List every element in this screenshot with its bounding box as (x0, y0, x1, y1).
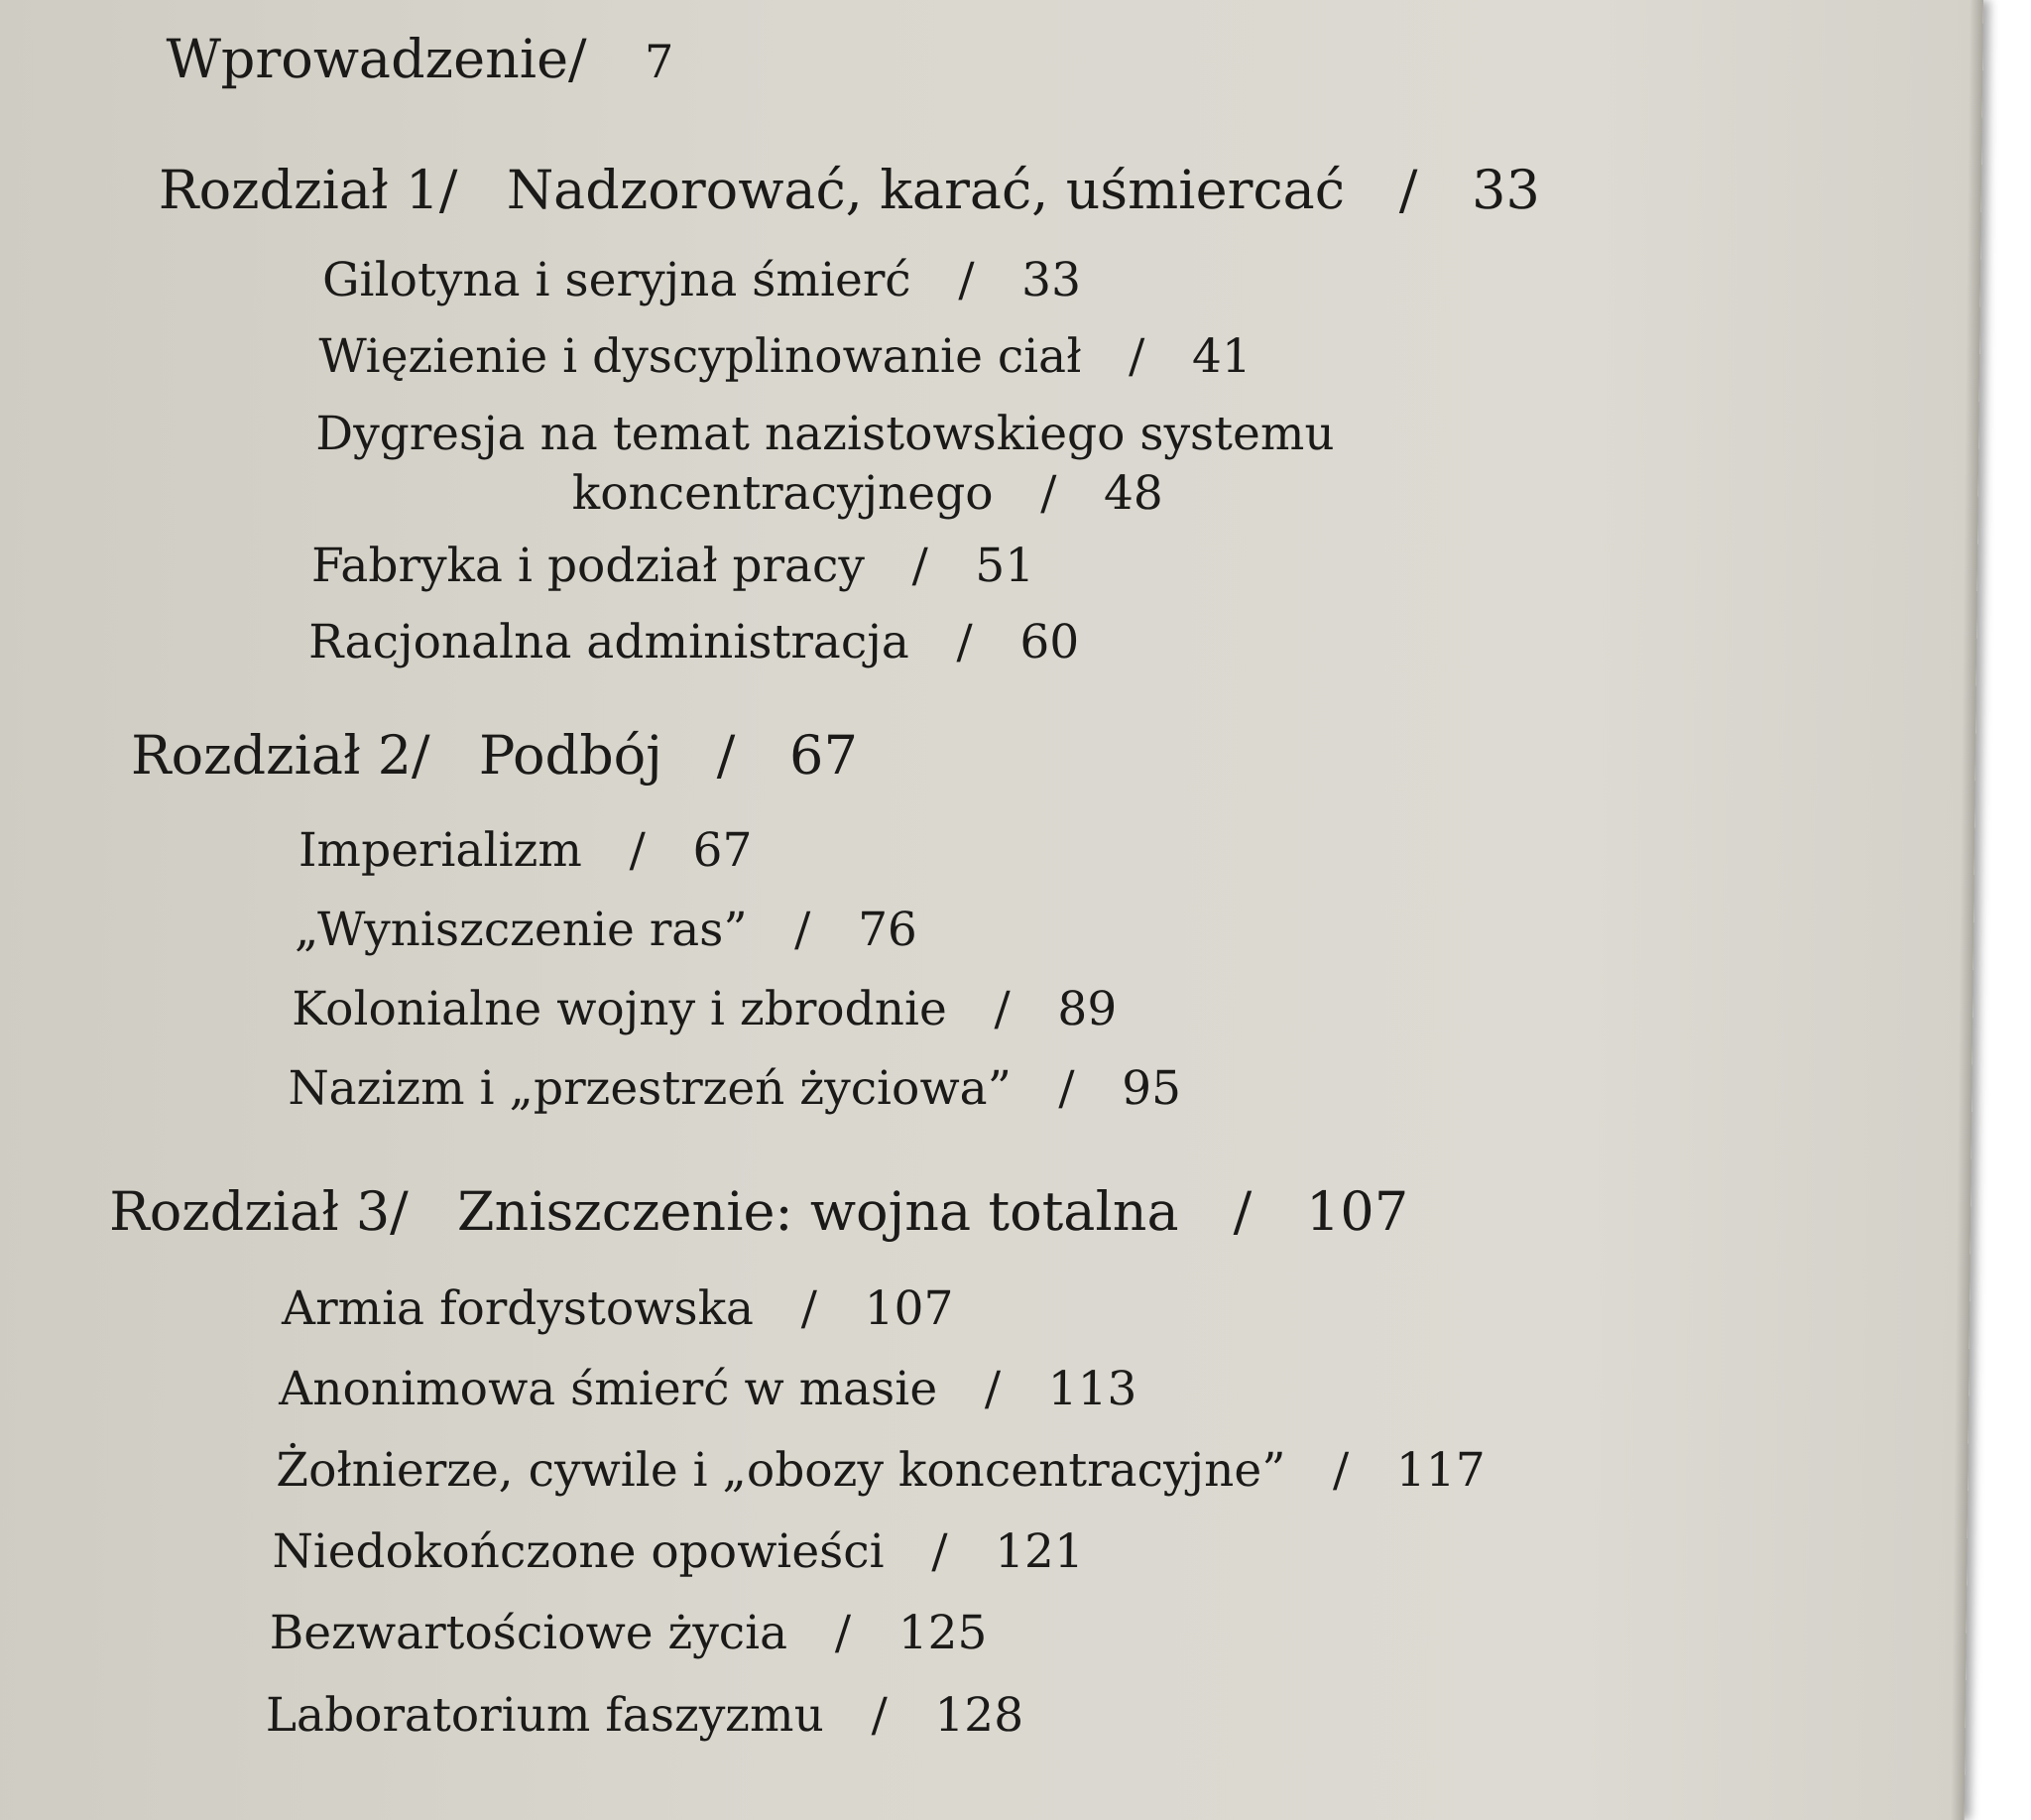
toc-section[interactable] (292, 982, 1117, 1036)
toc-section-continuation[interactable] (572, 466, 1164, 521)
section-page-number: 113 (1047, 1362, 1137, 1416)
section-page-number: 33 (1020, 253, 1082, 307)
chapter-3-title: Zniszczenie: wojna totalna (456, 1180, 1180, 1243)
separator: / (984, 1362, 1002, 1416)
section-page-number: 95 (1121, 1061, 1182, 1116)
toc-section[interactable] (266, 1688, 1024, 1743)
separator: / (629, 823, 646, 878)
toc-section[interactable] (279, 1362, 1137, 1416)
chapter-2-label: Rozdział 2/ (130, 724, 430, 787)
chapter-1-label: Rozdział 1/ (158, 159, 458, 221)
toc-chapter-3[interactable] (109, 1180, 1408, 1243)
chapter-2-page-number: 67 (788, 724, 859, 787)
section-page-number: 41 (1191, 329, 1253, 384)
section-title: Gilotyna i seryjna śmierć (321, 253, 911, 307)
separator: / (800, 1281, 818, 1336)
separator: / (956, 615, 973, 669)
section-page-number: 125 (897, 1606, 988, 1660)
section-title: Żołnierze, cywile i „obozy koncentracyjne” (276, 1443, 1286, 1498)
section-title: Armia fordystowska (281, 1281, 755, 1336)
section-title: Imperializm (298, 823, 583, 878)
toc-section[interactable] (311, 539, 1035, 593)
section-title-continued: koncentracyjnego (571, 466, 994, 521)
chapter-3-label: Rozdział 3/ (108, 1180, 409, 1243)
section-page-number: 107 (864, 1281, 954, 1336)
separator: / (931, 1524, 948, 1579)
chapter-1-page-number: 33 (1471, 159, 1541, 221)
separator: / (1398, 159, 1418, 221)
toc-section[interactable] (318, 329, 1252, 384)
section-title: Laboratorium faszyzmu (265, 1688, 825, 1743)
separator: / (1332, 1443, 1350, 1498)
separator: / (911, 539, 928, 593)
section-page-number: 48 (1103, 466, 1164, 521)
chapter-1-title: Nadzorować, karać, uśmiercać (506, 159, 1346, 221)
section-title: Fabryka i podział pracy (310, 539, 866, 593)
toc-section[interactable] (299, 823, 753, 878)
section-title: Anonimowa śmierć w masie (279, 1362, 938, 1416)
separator: / (716, 724, 736, 787)
separator: / (1233, 1180, 1253, 1243)
intro-label: Wprowadzenie/ (166, 28, 587, 90)
chapter-2-title: Podbój (478, 724, 663, 787)
section-title: Kolonialne wojny i zbrodnie (292, 982, 948, 1036)
section-page-number: 121 (994, 1524, 1085, 1579)
toc-section[interactable] (276, 1443, 1486, 1498)
section-title: Bezwartościowe życia (269, 1606, 788, 1660)
toc-section[interactable] (282, 1281, 954, 1336)
separator: / (834, 1606, 852, 1660)
intro-page-number: 7 (644, 35, 674, 88)
section-page-number: 51 (975, 539, 1035, 593)
separator: / (871, 1688, 888, 1743)
separator: / (994, 982, 1011, 1036)
toc-section[interactable] (288, 1061, 1181, 1116)
section-page-number: 89 (1057, 982, 1118, 1036)
separator: / (1058, 1061, 1075, 1116)
toc-section[interactable] (315, 407, 1335, 461)
section-page-number: 67 (692, 823, 753, 878)
chapter-3-page-number: 107 (1305, 1180, 1409, 1243)
section-title: Racjonalna administracja (307, 615, 910, 669)
toc-intro[interactable] (166, 28, 673, 90)
separator: / (794, 903, 811, 957)
separator: / (958, 253, 975, 307)
section-title: Niedokończone opowieści (272, 1524, 885, 1579)
section-title: Więzienie i dyscyplinowanie ciał (317, 329, 1082, 384)
section-page-number: 60 (1019, 615, 1080, 669)
toc-section[interactable] (322, 253, 1082, 307)
section-title: Dygresja na temat nazistowskiego systemu (315, 407, 1336, 461)
section-page-number: 117 (1395, 1443, 1486, 1498)
section-page-number: 128 (934, 1688, 1024, 1743)
toc-section[interactable] (272, 1524, 1084, 1579)
separator: / (1129, 329, 1145, 384)
toc-section[interactable] (295, 903, 917, 957)
toc-chapter-1[interactable] (159, 159, 1541, 221)
section-title: „Wyniszczenie ras” (294, 903, 748, 957)
section-title: Nazizm i „przestrzeń życiowa” (288, 1061, 1012, 1116)
toc-section[interactable] (308, 615, 1080, 669)
toc-chapter-2[interactable] (131, 724, 858, 787)
separator: / (1040, 466, 1057, 521)
toc-section[interactable] (269, 1606, 987, 1660)
section-page-number: 76 (857, 903, 918, 957)
